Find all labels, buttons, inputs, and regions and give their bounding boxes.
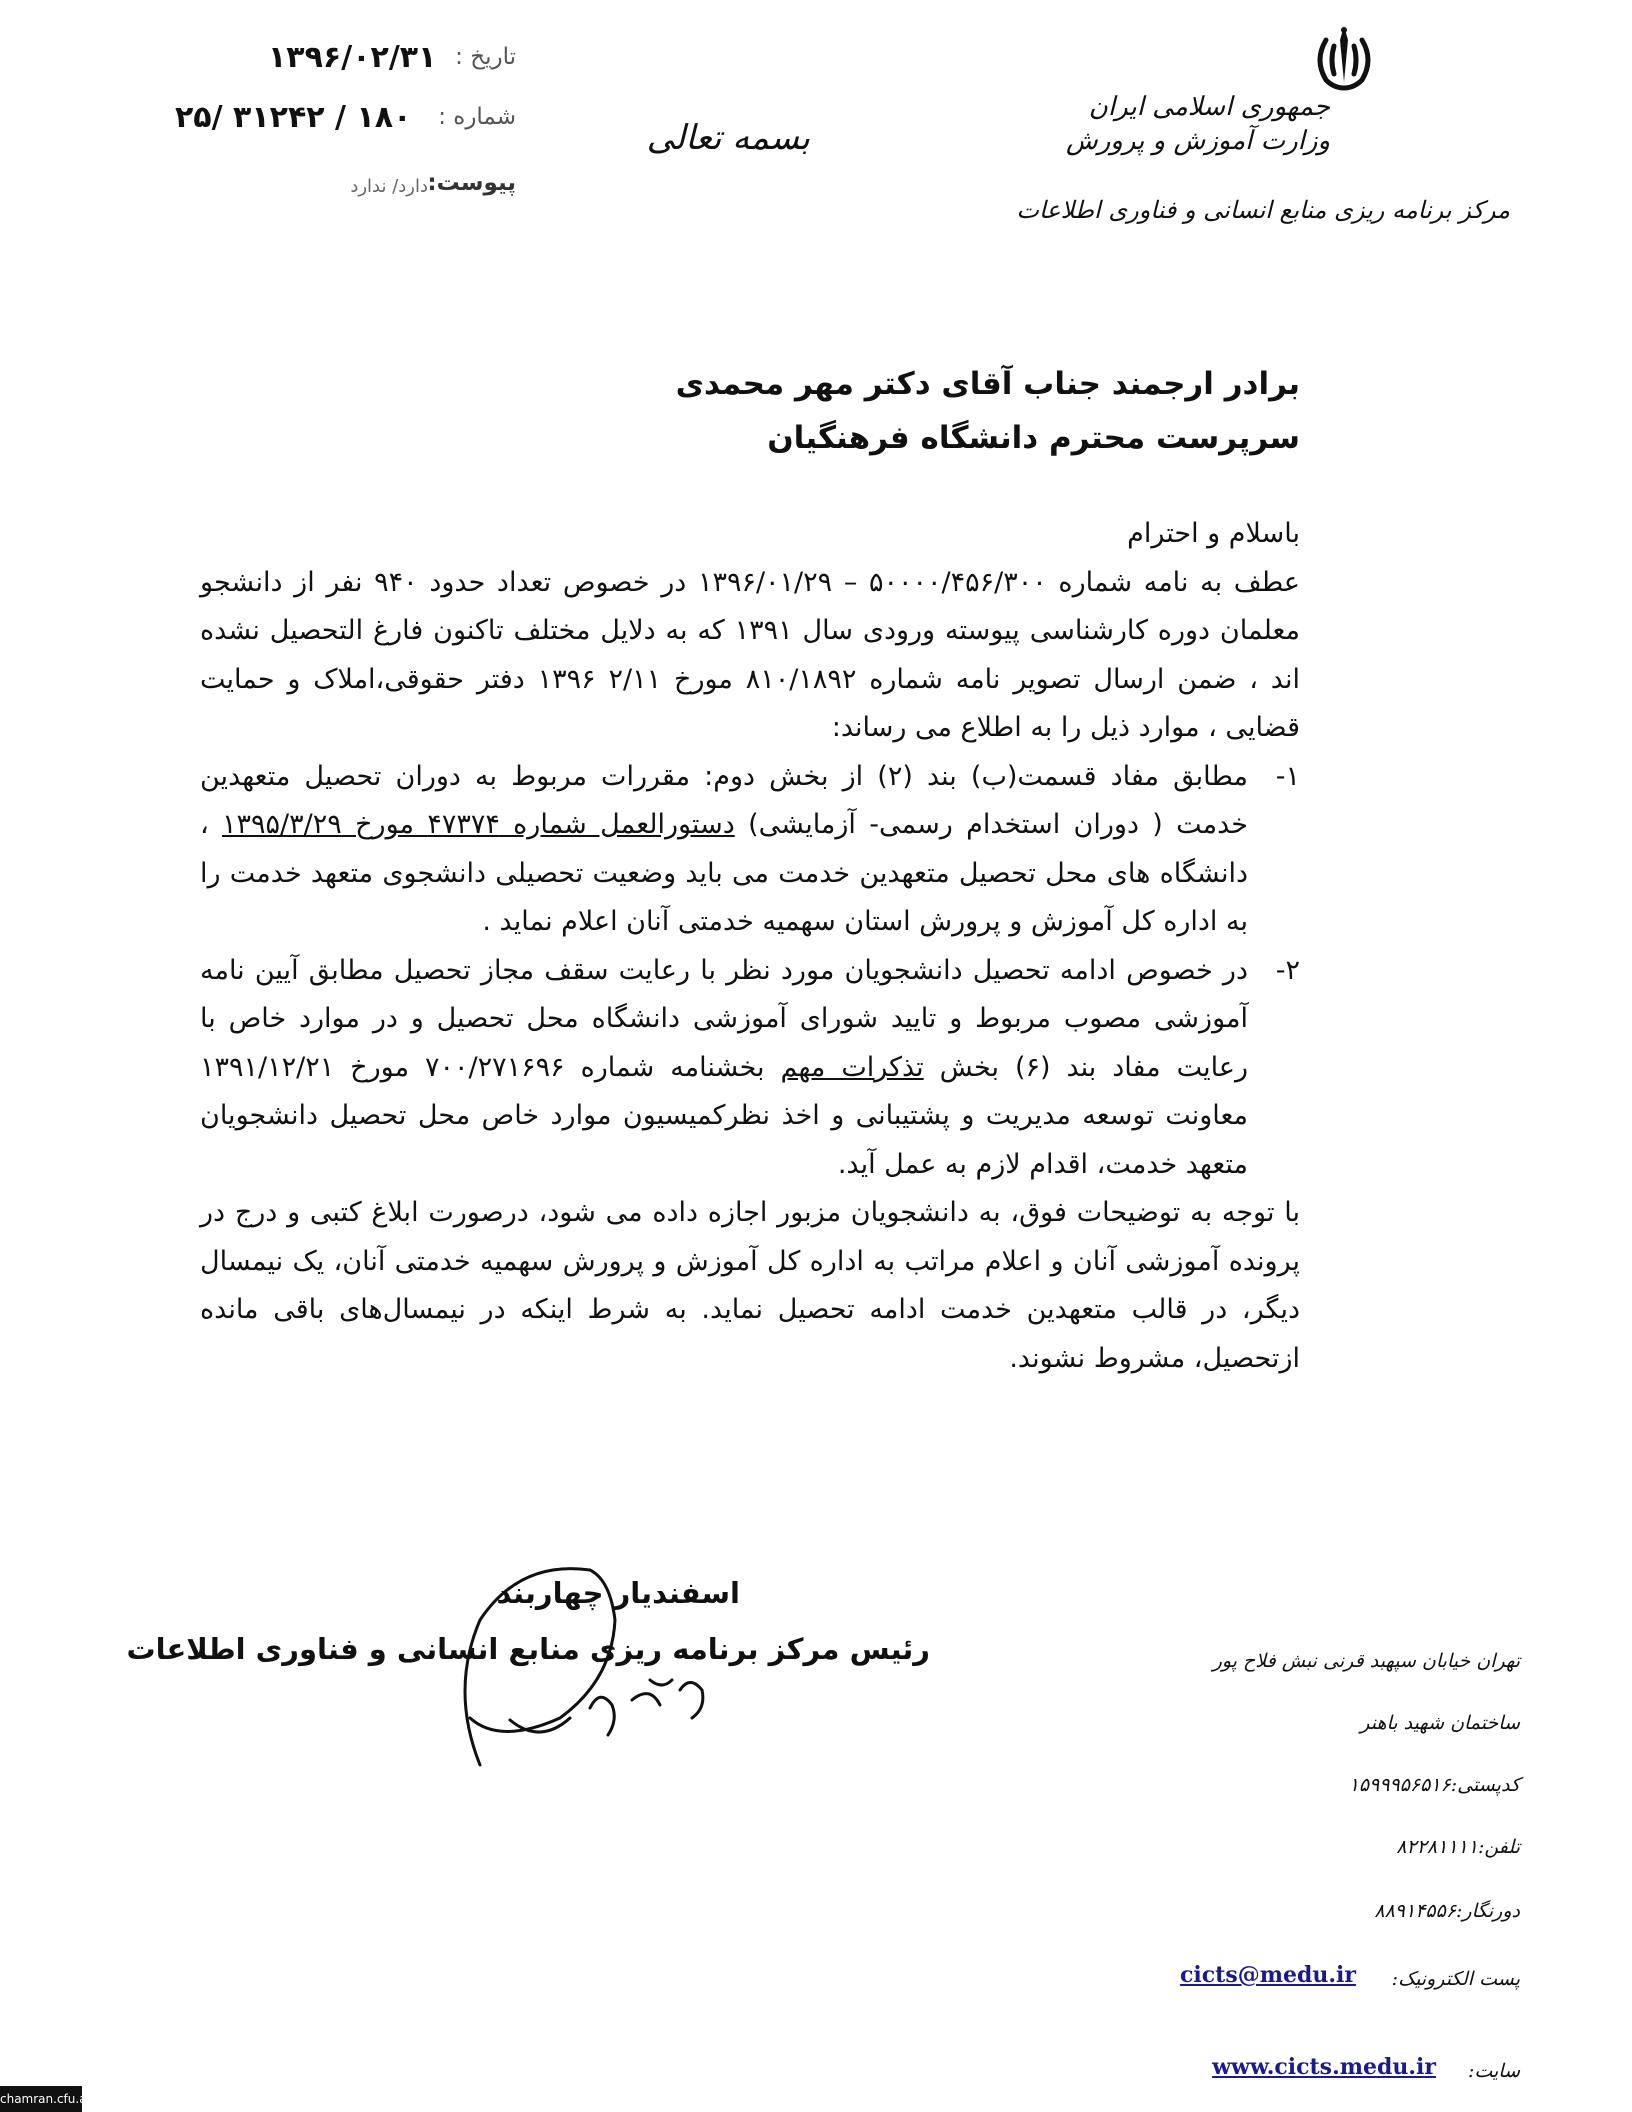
- item-text-part: ، دانشگاه های محل تحصیل متعهدین خدمت می باید وضعیت تحصیلی دانشجوی متعهد خدمت را به اداره کل آموزش و پرورش استان سهمیه خدمتی آنان اعلام نماید .: [200, 809, 1248, 937]
- org-department: مرکز برنامه ریزی منابع انسانی و فناوری اطلاعات: [1016, 196, 1510, 224]
- signatory-name: اسفندیار چهاربند: [496, 1576, 740, 1610]
- website-link[interactable]: www.cicts.medu.ir: [1212, 2054, 1436, 2080]
- closing-paragraph: با توجه به توضیحات فوق، به دانشجویان مزبور اجازه داده می شود، درصورت ابلاغ کتبی و درج در پرونده آموزشی آنان و اعلام مراتب به اداره کل آموزش و پرورش سهمیه خدمتی آنان، یک نیمسال دیگر، در قالب متعهدین خدمت ادامه تحصیل نماید. به شرط اینکه در نیمسال‌های باقی مانده ازتحصیل، مشروط نشوند.: [200, 1197, 1300, 1374]
- underlined-reference: دستورالعمل شماره ۴۷۳۷۴ مورخ ۱۳۹۵/۳/۲۹: [222, 809, 735, 840]
- recipient-name: برادر ارجمند جناب آقای دکتر مهر محمدی: [675, 366, 1300, 402]
- underlined-reference: تذکرات مهم: [780, 1051, 924, 1083]
- email-label: پست الکترونیک:: [1391, 1968, 1520, 1990]
- email-link[interactable]: cicts@medu.ir: [1180, 1962, 1356, 1988]
- item-text: [200, 753, 1248, 947]
- item-text: [200, 947, 1248, 1190]
- attachment-value: دارد/ ندارد: [350, 176, 428, 197]
- item-number: ۲-: [1275, 954, 1300, 986]
- letter-body: [200, 510, 1300, 1383]
- org-ministry: وزارت آموزش و پرورش: [1065, 126, 1330, 156]
- address-postal-code: کدپستی:۱۵۹۹۹۵۶۵۱۶: [1348, 1774, 1520, 1796]
- date-value: ۱۳۹۶/۰۲/۳۱: [268, 40, 437, 75]
- address-phone: تلفن:۸۲۲۸۱۱۱۱: [1396, 1836, 1520, 1858]
- invocation: بسمه تعالی: [646, 118, 810, 158]
- signatory-title: رئیس مرکز برنامه ریزی منابع انسانی و فناوری اطلاعات: [126, 1632, 930, 1666]
- address-building: ساختمان شهید باهنر: [1360, 1712, 1520, 1734]
- watermark: chamran.cfu.ac.ir: [0, 2086, 82, 2112]
- address-fax: دورنگار:۸۸۹۱۴۵۵۶: [1374, 1900, 1520, 1922]
- iran-emblem-icon: [1304, 18, 1384, 98]
- website-label: سایت:: [1467, 2060, 1520, 2082]
- signature-scribble: [440, 1540, 800, 1780]
- item-text-part: در خصوص ادامه تحصیل دانشجویان مورد نظر با رعایت سقف مجاز تحصیل مطابق آیین نامه آموزشی مصوب مربوط و تایید شورای آموزشی دانشگاه محل تحصیل و در موارد خاص با رعایت مفاد بند (۶) بخش: [200, 954, 1248, 1083]
- item-text-part: بخشنامه شماره ۷۰۰/۲۷۱۶۹۶ مورخ ۱۳۹۱/۱۲/۲۱ معاونت توسعه مدیریت و پشتیبانی و اخذ نظرکمیسیون موارد خاص محل تحصیل دانشجویان متعهد خدمت، اقدام لازم به عمل آید.: [200, 1051, 1248, 1180]
- item-text-part: مطابق مفاد قسمت(ب) بند (۲) از بخش دوم: مقررات مربوط به دوران تحصیل متعهدین خدمت ( دوران استخدام رسمی- آزمایشی): [200, 760, 1248, 840]
- recipient-title: سرپرست محترم دانشگاه فرهنگیان: [767, 420, 1300, 456]
- intro-paragraph: عطف به نامه شماره ۵۰۰۰۰/۴۵۶/۳۰۰ – ۱۳۹۶/۰۱/۲۹ در خصوص تعداد حدود ۹۴۰ نفر از دانشجو معلمان دوره کارشناسی پیوسته ورودی سال ۱۳۹۱ که به دلایل مختلف تاکنون فارغ التحصیل نشده اند ، ضمن ارسال تصویر نامه شماره ۸۱۰/۱۸۹۲ مورخ ۲/۱۱ ۱۳۹۶ دفتر حقوقی،املاک و حمایت قضایی ، موارد ذیل را به اطلاع می رساند:: [200, 566, 1301, 743]
- date-label: تاریخ :: [455, 44, 516, 70]
- address-street: تهران خیابان سپهبد قرنی نبش فلاح پور: [1212, 1650, 1520, 1672]
- number-label: شماره :: [438, 104, 516, 130]
- item-number: ۱-: [1275, 760, 1300, 792]
- list-item: [200, 753, 1300, 947]
- number-value: ۱۸۰ / ۳۱۲۴۲ /۲۵: [175, 100, 412, 135]
- list-item: [200, 947, 1300, 1190]
- org-country: جمهوری اسلامی ایران: [1088, 92, 1330, 122]
- attachment-label: پیوست:: [427, 170, 516, 196]
- greeting: باسلام و احترام: [1127, 518, 1300, 549]
